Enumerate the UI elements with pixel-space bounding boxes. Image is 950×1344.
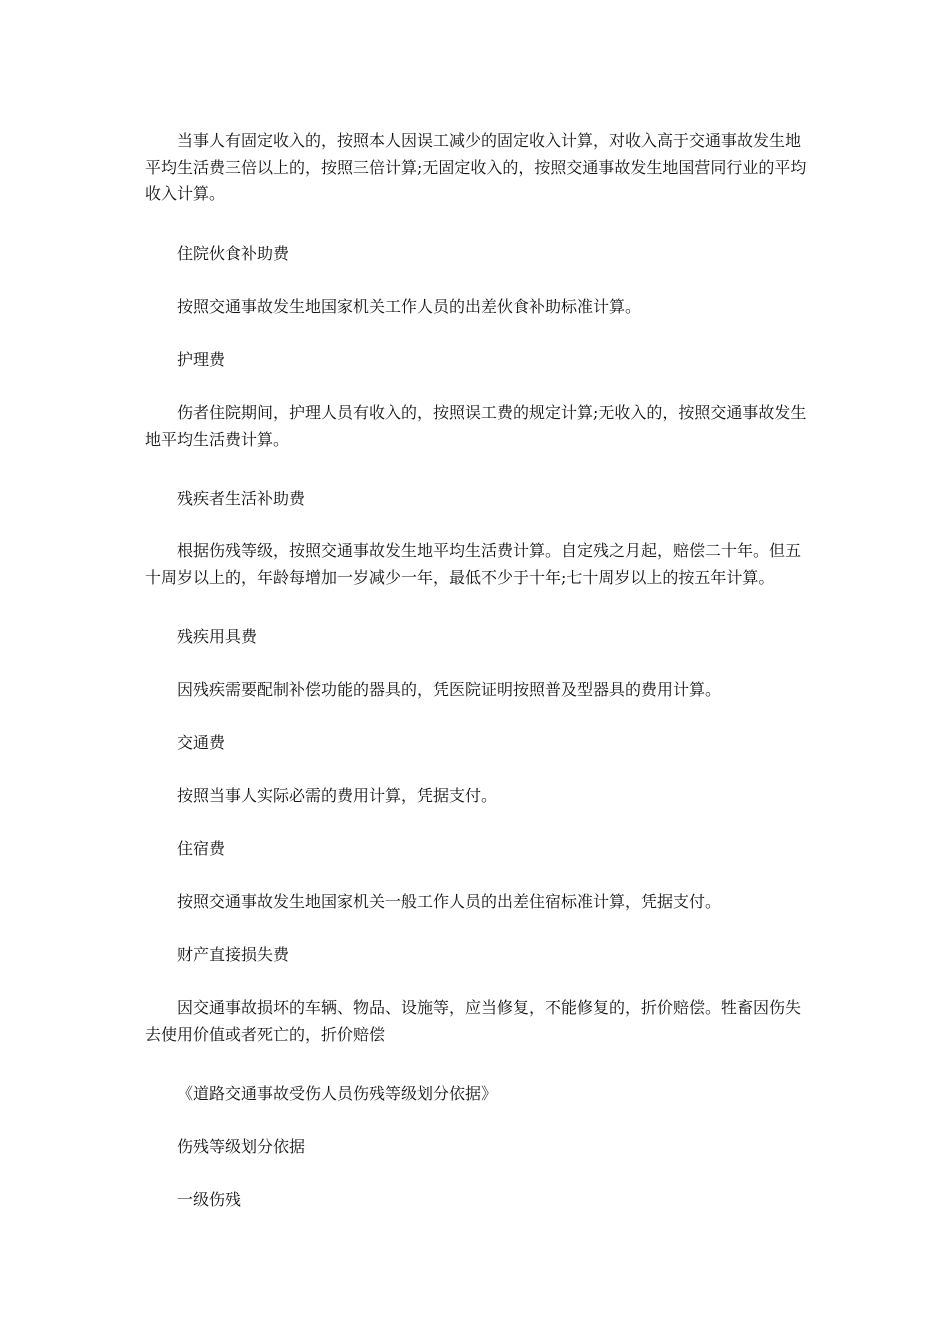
paragraph-transport-fee: 按照当事人实际必需的费用计算，凭据支付。 xyxy=(177,786,498,805)
paragraph-direct-property-loss: 因交通事故损坏的车辆、物品、设施等，应当修复，不能修复的，折价赔偿。牲畜因伤失去使用价值或者死亡的，折价赔偿 xyxy=(145,998,802,1044)
heading-transport-fee: 交通费 xyxy=(177,733,226,752)
paragraph-accommodation-fee: 按照交通事故发生地国家机关一般工作人员的出差住宿标准计算，凭据支付。 xyxy=(177,892,722,911)
heading-nursing-fee: 护理费 xyxy=(177,350,226,369)
heading-disability-grading-basis: 伤残等级划分依据 xyxy=(177,1137,306,1156)
heading-hospital-meal-subsidy: 住院伙食补助费 xyxy=(177,244,290,263)
paragraph-hospital-meal-subsidy: 按照交通事故发生地国家机关工作人员的出差伙食补助标准计算。 xyxy=(177,297,642,316)
heading-accommodation-fee: 住宿费 xyxy=(177,839,226,858)
heading-disability-living-subsidy: 残疾者生活补助费 xyxy=(177,489,306,508)
paragraph-disability-equipment-fee: 因残疾需要配制补偿功能的器具的，凭医院证明按照普及型器具的费用计算。 xyxy=(177,680,722,699)
heading-grade-one-disability: 一级伤残 xyxy=(177,1190,242,1209)
heading-disability-equipment-fee: 残疾用具费 xyxy=(177,627,258,646)
heading-direct-property-loss: 财产直接损失费 xyxy=(177,945,290,964)
heading-disability-grading-standard: 《道路交通事故受伤人员伤残等级划分依据》 xyxy=(177,1084,498,1103)
paragraph-lost-wages: 当事人有固定收入的，按照本人因误工减少的固定收入计算，对收入高于交通事故发生地平均生活费三倍以上的，按照三倍计算;无固定收入的，按照交通事故发生地国营同行业的平均收入计算。 xyxy=(145,131,807,203)
paragraph-nursing-fee: 伤者住院期间，护理人员有收入的，按照误工费的规定计算;无收入的，按照交通事故发生地平均生活费计算。 xyxy=(145,403,807,449)
paragraph-disability-living-subsidy: 根据伤残等级，按照交通事故发生地平均生活费计算。自定残之月起，赔偿二十年。但五十周岁以上的，年龄每增加一岁减少一年，最低不少于十年;七十周岁以上的按五年计算。 xyxy=(145,541,802,587)
